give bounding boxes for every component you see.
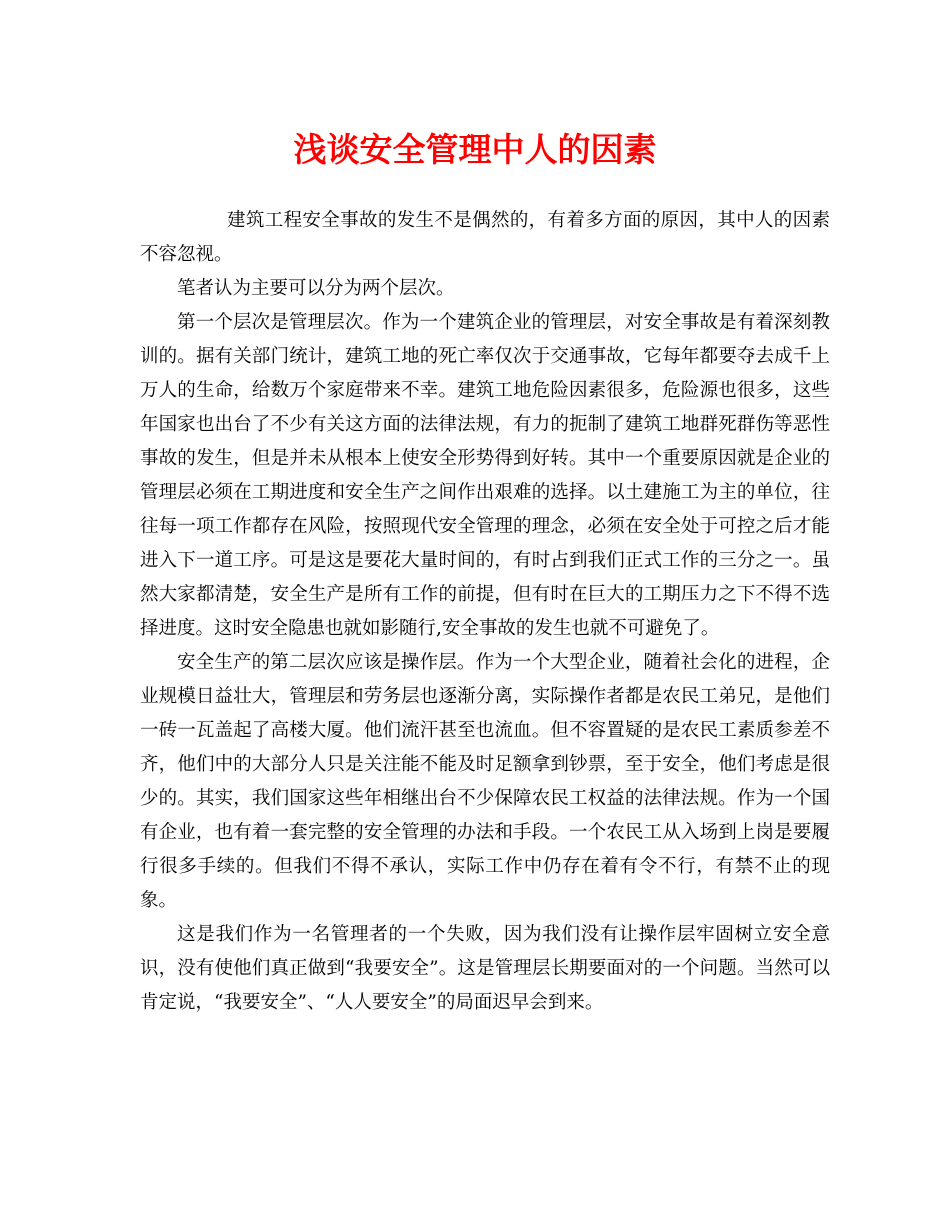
paragraph-operation-level: 安全生产的第二层次应该是操作层。作为一个大型企业，随着社会化的进程，企业规模日益壮大，管理层和劳务层也逐渐分离，实际操作者都是农民工弟兄，是他们一砖一瓦盖起了高楼大厦。他们流汗甚至也流血。但不容置疑的是农民工素质参差不齐，他们中的大部分人只是关注能不能及时足额拿到钞票，至于安全，他们考虑是很少的。其实，我们国家这些年相继出台不少保障农民工权益的法律法规。作为一个国有企业，也有着一套完整的安全管理的办法和手段。一个农民工从入场到上岗是要履行很多手续的。但我们不得不承认，实际工作中仍存在着有令不行，有禁不止的现象。: [140, 652, 830, 911]
paragraph-levels: 笔者认为主要可以分为两个层次。: [177, 278, 455, 299]
paragraph-intro: 建筑工程安全事故的发生不是偶然的，有着多方面的原因，其中人的因素不容忽视。: [140, 210, 830, 265]
paragraph-conclusion: 这是我们作为一名管理者的一个失败，因为我们没有让操作层牢固树立安全意识，没有使他们真正做到“我要安全”。这是管理层长期要面对的一个问题。当然可以肯定说，“我要安全”、“人人要安全”的局面迟早会到来。: [140, 924, 830, 1013]
document-title: 浅谈安全管理中人的因素: [293, 130, 657, 169]
paragraph-management-level: 第一个层次是管理层次。作为一个建筑企业的管理层，对安全事故是有着深刻教训的。据有关部门统计，建筑工地的死亡率仅次于交通事故，它每年都要夺去成千上万人的生命，给数万个家庭带来不幸。建筑工地危险因素很多，危险源也很多，这些年国家也出台了不少有关这方面的法律法规，有力的扼制了建筑工地群死群伤等恶性事故的发生，但是并未从根本上使安全形势得到好转。其中一个重要原因就是企业的管理层必须在工期进度和安全生产之间作出艰难的选择。以土建施工为主的单位，往往每一项工作都存在风险，按照现代安全管理的理念，必须在安全处于可控之后才能进入下一道工序。可是这是要花大量时间的，有时占到我们正式工作的三分之一。虽然大家都清楚，安全生产是所有工作的前提，但有时在巨大的工期压力之下不得不选择进度。这时安全隐患也就如影随行,安全事故的发生也就不可避免了。: [140, 312, 830, 639]
document-body: [140, 204, 830, 1020]
